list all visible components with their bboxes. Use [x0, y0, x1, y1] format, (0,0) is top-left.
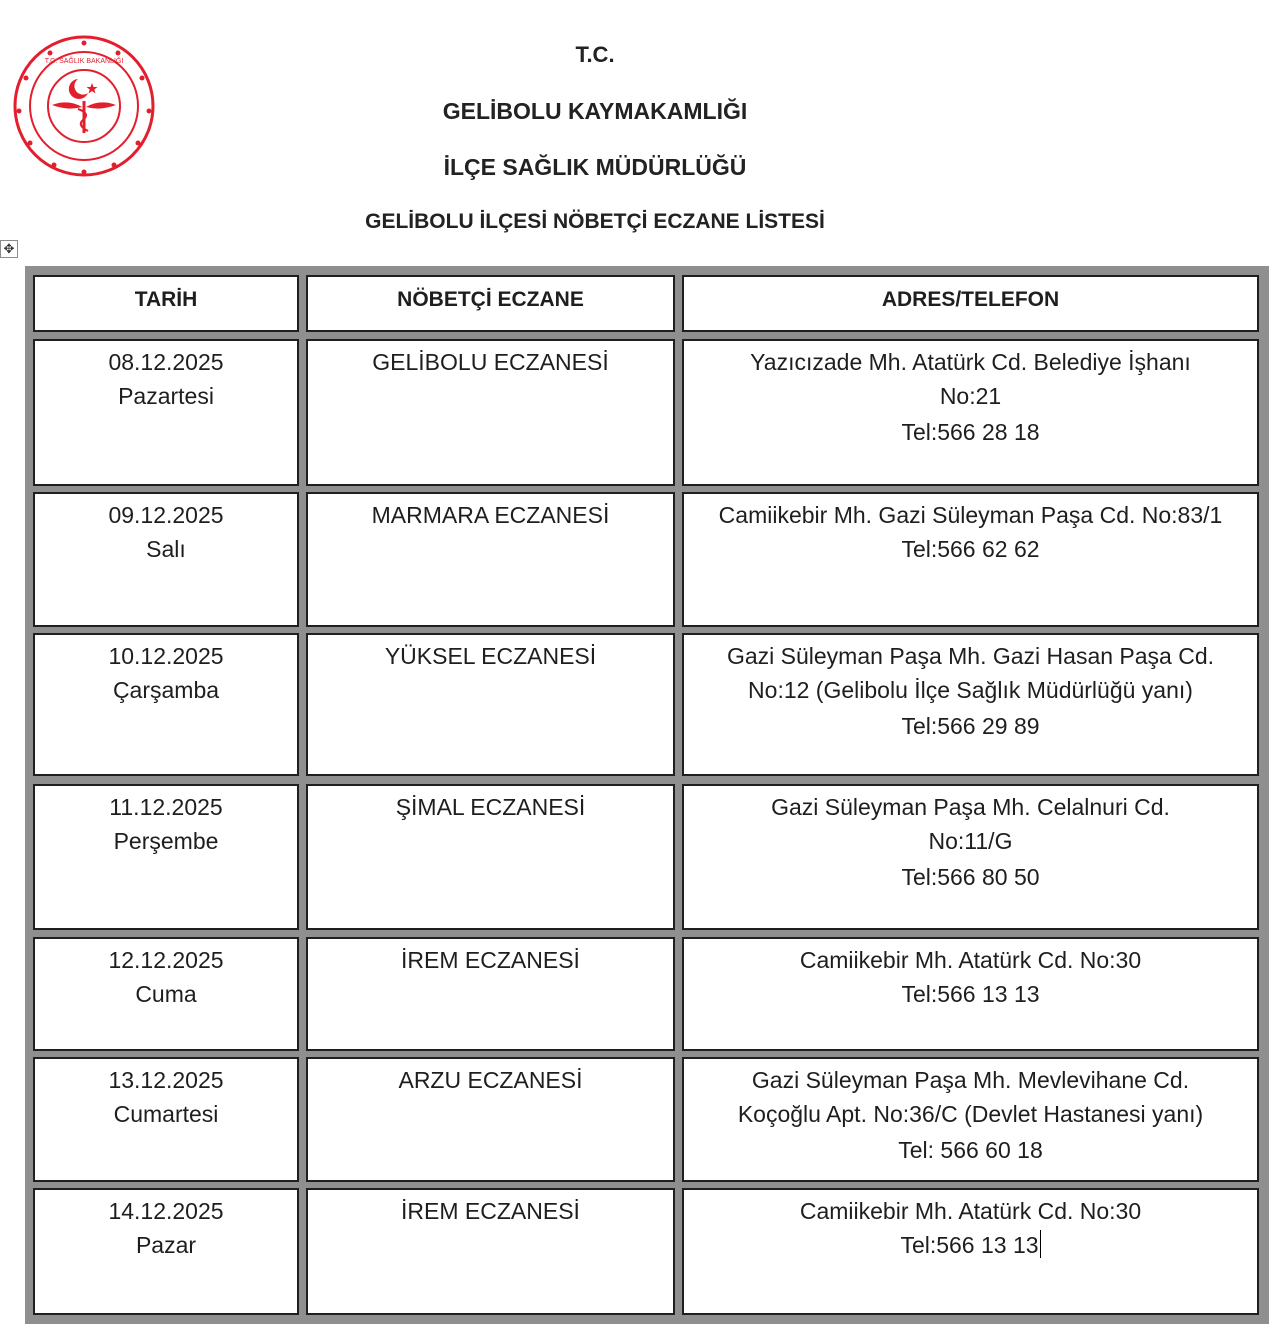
- text-cursor: [1040, 1230, 1041, 1258]
- pharmacy-name: ŞİMAL ECZANESİ: [395, 794, 586, 820]
- table-row-pharmacy: [306, 339, 675, 486]
- table-row-address: [682, 339, 1259, 486]
- day-value: Cuma: [135, 981, 197, 1007]
- pharmacy-name: ARZU ECZANESİ: [398, 1067, 583, 1093]
- address-line: Gazi Süleyman Paşa Mh. Gazi Hasan Paşa Cd.: [726, 643, 1215, 669]
- address-line: No:21: [939, 383, 1002, 409]
- pharmacy-name: MARMARA ECZANESİ: [371, 502, 610, 528]
- table-row-pharmacy: [306, 784, 675, 930]
- address-line: Camiikebir Mh. Atatürk Cd. No:30: [799, 947, 1142, 973]
- table-row-date: [33, 633, 299, 776]
- pharmacy-name: GELİBOLU ECZANESİ: [372, 349, 609, 375]
- address-line: Koçoğlu Apt. No:36/C (Devlet Hastanesi yanı): [737, 1101, 1204, 1127]
- table-row-address: [682, 1057, 1259, 1182]
- date-value: 09.12.2025: [108, 502, 224, 528]
- table-row-date: [33, 937, 299, 1051]
- address-line: Gazi Süleyman Paşa Mh. Celalnuri Cd.: [771, 794, 1170, 820]
- table-row-pharmacy: [306, 1057, 675, 1182]
- column-header-address: ADRES/TELEFON: [682, 275, 1259, 332]
- day-value: Pazar: [135, 1232, 197, 1258]
- date-value: 12.12.2025: [108, 947, 224, 973]
- table-move-handle-icon[interactable]: ✥: [0, 240, 18, 258]
- phone-value: Tel:566 80 50: [901, 864, 1040, 890]
- column-header-date: TARİH: [33, 275, 299, 332]
- table-row-date: [33, 339, 299, 486]
- table-row-address[interactable]: [682, 1188, 1259, 1315]
- page-title: GELİBOLU İLÇESİ NÖBETÇİ ECZANE LİSTESİ: [365, 210, 825, 233]
- table-row-address: [682, 633, 1259, 776]
- pharmacy-name: YÜKSEL ECZANESİ: [384, 643, 597, 669]
- header-saglik-mudurlugu: İLÇE SAĞLIK MÜDÜRLÜĞÜ: [443, 154, 747, 180]
- table-row-address: [682, 784, 1259, 930]
- table-row-date: [33, 1057, 299, 1182]
- address-line: No:11/G: [928, 828, 1013, 854]
- table-row-date: [33, 492, 299, 627]
- day-value: Çarşamba: [112, 677, 220, 703]
- table-row-date: [33, 1188, 299, 1315]
- phone-value: Tel:566 28 18: [901, 419, 1040, 445]
- logo-ring-text: T.C. SAĞLIK BAKANLIĞI: [44, 58, 124, 65]
- date-value: 11.12.2025: [109, 794, 223, 820]
- address-line: Yazıcızade Mh. Atatürk Cd. Belediye İşhanı: [750, 349, 1191, 375]
- phone-value: Tel:566 13 13: [900, 1232, 1039, 1258]
- date-value: 14.12.2025: [108, 1198, 224, 1224]
- phone-value: Tel:566 13 13: [901, 981, 1040, 1007]
- date-value: 08.12.2025: [108, 349, 224, 375]
- table-row-pharmacy: [306, 633, 675, 776]
- day-value: Pazartesi: [118, 383, 214, 409]
- day-value: Perşembe: [113, 828, 219, 854]
- table-row-address: [682, 937, 1259, 1051]
- table-row-pharmacy: [306, 937, 675, 1051]
- phone-value: Tel:566 62 62: [901, 536, 1040, 562]
- column-header-pharmacy: NÖBETÇİ ECZANE: [306, 275, 675, 332]
- pharmacy-name: İREM ECZANESİ: [401, 947, 580, 973]
- pharmacy-name: İREM ECZANESİ: [401, 1198, 580, 1224]
- address-line: Gazi Süleyman Paşa Mh. Mevlevihane Cd.: [751, 1067, 1190, 1093]
- table-row-pharmacy: [306, 492, 675, 627]
- date-value: 13.12.2025: [108, 1067, 224, 1093]
- pharmacy-table: [25, 266, 1269, 1324]
- header-tc: T.C.: [575, 42, 615, 67]
- day-value: Salı: [146, 536, 186, 562]
- phone-value: Tel:566 29 89: [901, 713, 1040, 739]
- address-line: Camiikebir Mh. Gazi Süleyman Paşa Cd. No:83/1: [718, 502, 1223, 528]
- address-line: No:12 (Gelibolu İlçe Sağlık Müdürlüğü yanı): [748, 677, 1193, 703]
- header-kaymakamlik: GELİBOLU KAYMAKAMLIĞI: [442, 98, 748, 124]
- phone-value: Tel: 566 60 18: [898, 1137, 1043, 1163]
- address-line: Camiikebir Mh. Atatürk Cd. No:30: [799, 1198, 1142, 1224]
- date-value: 10.12.2025: [108, 643, 224, 669]
- table-row-pharmacy: [306, 1188, 675, 1315]
- day-value: Cumartesi: [113, 1101, 219, 1127]
- table-row-date: [33, 784, 299, 930]
- table-row-address: [682, 492, 1259, 627]
